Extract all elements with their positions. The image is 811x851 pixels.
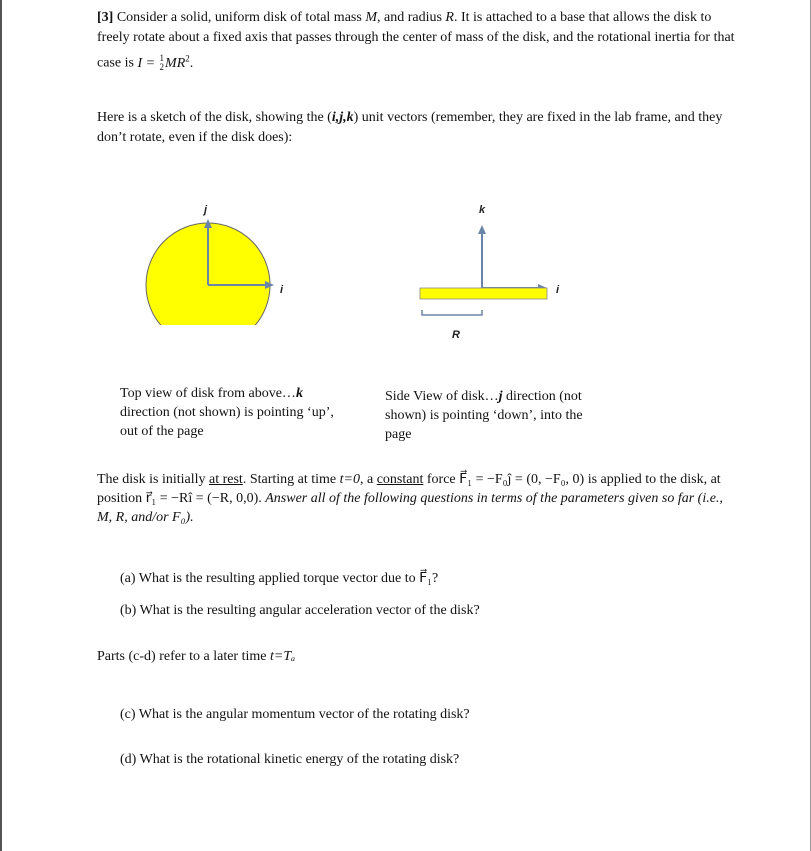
sketch-intro: Here is a sketch of the disk, showing the (i,j,k) unit vectors (remember, they are fixed in the lab frame, and they don’t rotate, even if the disk does): xyxy=(97,110,723,145)
question-b: (b) What is the resulting angular acceleration vector of the disk? xyxy=(120,603,480,618)
label-k: k xyxy=(479,204,486,216)
side-view-caption: Side View of disk…j direction (not shown) is pointing ‘down’, into the page xyxy=(385,389,583,442)
k-arrowhead xyxy=(478,225,486,234)
problem-number: [3] xyxy=(97,10,114,25)
question-d: (d) What is the rotational kinetic energy of the rotating disk? xyxy=(120,752,460,767)
position-expression: r⃗₁ = −Rî = (−R, 0,0) xyxy=(145,491,259,506)
top-view-caption: Top view of disk from above…k direction (not shown) is pointing ‘up’, out of the page xyxy=(120,386,334,439)
page-border-left xyxy=(0,0,2,851)
question-c: (c) What is the angular momentum vector of the rotating disk? xyxy=(120,707,470,722)
label-j: j xyxy=(204,204,208,216)
setup-paragraph: The disk is initially at rest. Starting at time t=0, a constant force F⃗₁ = −F₀ĵ = (0, −F₀, 0) is applied to the disk, at position r⃗₁ = −Rî = (−R, 0,0). Answer all of the following questions in terms of the parameters given so far (i.e., M, R, and/or F₀). xyxy=(97,472,723,525)
inertia-fraction: 1 2 xyxy=(159,53,165,73)
intro-text-3: . It is attached to a base that allows the disk to freely rotate about a fixed axis that passes through the center of mass of the disk, and the rotational inertia for that case is xyxy=(97,10,735,71)
label-i-side: i xyxy=(556,284,560,296)
question-a: (a) What is the resulting applied torque vector due to F⃗₁? xyxy=(120,571,439,586)
instruction: Answer all of the following questions in terms of the parameters given so far (i.e., M, R, and/or F₀). xyxy=(97,491,723,525)
force-expression: F⃗₁ = −F₀ĵ = (0, −F₀, 0) xyxy=(459,472,585,487)
intro-text-2: , and radius xyxy=(376,10,442,25)
top-view-figure xyxy=(130,195,300,325)
unit-vectors: i,j,k xyxy=(331,110,354,125)
at-rest: at rest xyxy=(209,472,243,487)
intro-text-1: Consider a solid, uniform disk of total mass xyxy=(116,10,362,25)
mass-symbol: M xyxy=(365,10,377,25)
disk-side-view xyxy=(420,288,547,299)
label-R: R xyxy=(452,329,460,341)
problem-statement xyxy=(97,8,737,74)
side-view-figure xyxy=(405,195,585,350)
radius-bracket xyxy=(422,310,482,315)
label-i: i xyxy=(280,284,284,296)
constant-word: constant xyxy=(376,472,424,487)
inertia-formula: I = 1 2 $MR^2$. xyxy=(137,53,194,73)
parts-note: Parts (c-d) refer to a later time t=Tₐ xyxy=(97,649,296,664)
radius-symbol: R xyxy=(445,10,454,25)
